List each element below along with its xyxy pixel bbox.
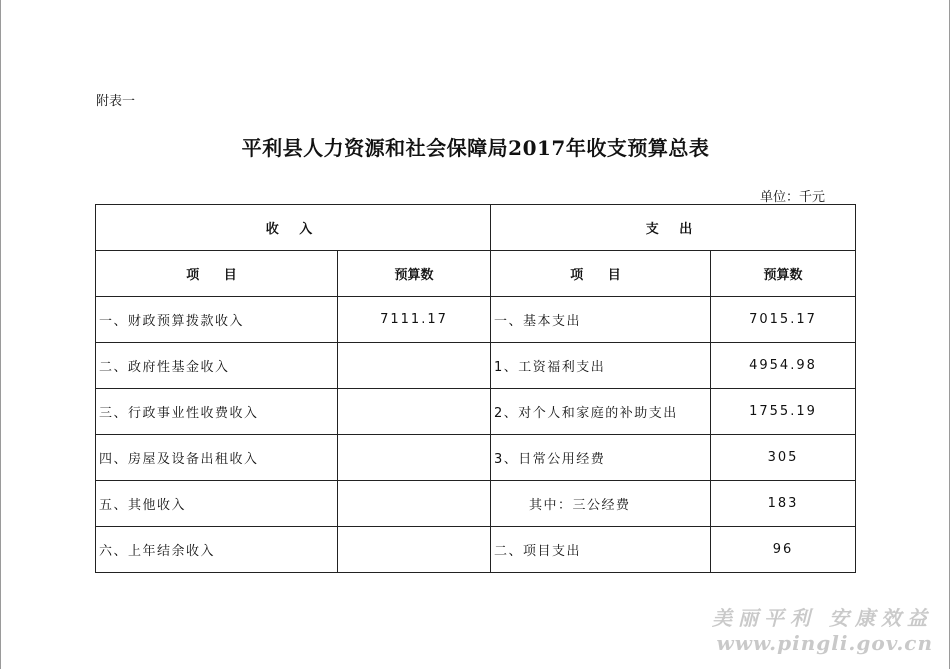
expense-item: 其中：三公经费: [491, 481, 711, 527]
income-budget-header: 预算数: [338, 251, 491, 297]
income-item: 二、政府性基金收入: [96, 343, 338, 389]
income-item-header: 项 目: [96, 251, 338, 297]
income-item: 一、财政预算拨款收入: [96, 297, 338, 343]
expense-item: 2、对个人和家庭的补助支出: [491, 389, 711, 435]
unit-label: 单位：千元: [760, 190, 826, 205]
expense-budget: 4954.98: [711, 343, 856, 389]
income-budget: [338, 481, 491, 527]
table-row: [96, 527, 856, 573]
table-row: [96, 297, 856, 343]
income-budget: [338, 389, 491, 435]
expense-budget-header: 预算数: [711, 251, 856, 297]
expense-budget: 305: [711, 435, 856, 481]
table-row: [96, 389, 856, 435]
income-item: 四、房屋及设备出租收入: [96, 435, 338, 481]
watermark-url: www.pingli.gov.cn: [716, 631, 933, 655]
table-row: [96, 481, 856, 527]
expense-budget: 1755.19: [711, 389, 856, 435]
attachment-label: 附表一: [96, 94, 136, 109]
document-title: 平利县人力资源和社会保障局2017年收支预算总表: [241, 136, 710, 160]
income-item: 五、其他收入: [96, 481, 338, 527]
watermark-slogan: 美丽平利 安康效益: [712, 606, 933, 630]
table-row: [96, 435, 856, 481]
income-header: 收 入: [96, 205, 491, 251]
section-header-row: [96, 205, 856, 251]
table-row: [96, 343, 856, 389]
budget-table: [95, 204, 856, 573]
income-item: 三、行政事业性收费收入: [96, 389, 338, 435]
expense-budget: 96: [711, 527, 856, 573]
income-budget: [338, 527, 491, 573]
expense-item: 一、基本支出: [491, 297, 711, 343]
income-budget: 7111.17: [338, 297, 491, 343]
watermark: [712, 602, 933, 655]
column-header-row: [96, 251, 856, 297]
income-item: 六、上年结余收入: [96, 527, 338, 573]
expense-budget: 7015.17: [711, 297, 856, 343]
income-budget: [338, 435, 491, 481]
expense-budget: 183: [711, 481, 856, 527]
expense-header: 支 出: [491, 205, 856, 251]
expense-item-header: 项 目: [491, 251, 711, 297]
income-budget: [338, 343, 491, 389]
expense-item: 3、日常公用经费: [491, 435, 711, 481]
expense-item: 1、工资福利支出: [491, 343, 711, 389]
expense-item: 二、项目支出: [491, 527, 711, 573]
